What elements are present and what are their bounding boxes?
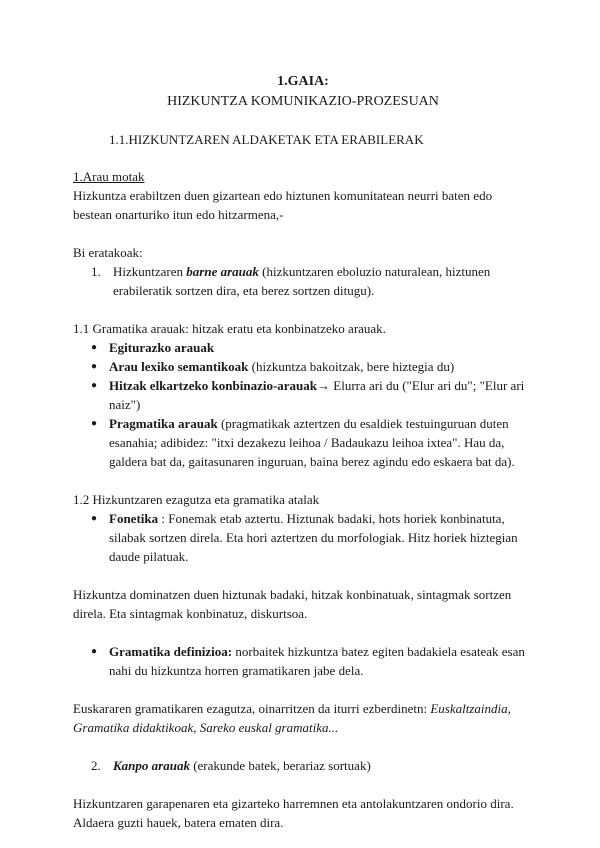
bullet-title: Egiturazko arauak	[109, 340, 215, 355]
text-run: Hizkuntzaren	[113, 264, 187, 279]
bullet-icon: ●	[91, 418, 98, 429]
euskara-paragraph	[73, 699, 533, 737]
list-item-kanpo-arauak	[73, 756, 533, 775]
bullet-title: Arau lexiko semantikoak	[109, 359, 249, 374]
bullet-title: Pragmatika arauak	[109, 416, 218, 431]
bullet-title: Fonetika	[109, 511, 159, 526]
definizioa-list	[73, 642, 533, 680]
bullet-title: Gramatika definizioa:	[109, 644, 233, 659]
bullet-text: → Elurra ari du ("Elur ari du"; "Elur ari naiz")	[109, 378, 525, 412]
bullet-icon: ●	[91, 513, 98, 524]
text-run: Euskararen gramatikaren ezagutza, oinarritzen da iturri ezberdinetn:	[73, 701, 431, 716]
bullet-icon: ●	[91, 361, 98, 372]
bullet-text: norbaitek hizkuntza batez egiten badakiela esateak esan nahi du hizkuntza horren gramatikaren jabe dela.	[109, 644, 525, 678]
gramatika-list	[73, 338, 533, 471]
list-item-barne-arauak	[73, 262, 533, 300]
list-text	[113, 756, 533, 775]
bullet-text: : Fonemak etab aztertu. Hiztunak badaki, hots horiek konbinatuta, silabak sortzen direla. Eta hori aztertzen du morfologiak. Hitz horiek hiztegian daude pilatuak.	[109, 511, 518, 564]
list-text	[113, 262, 533, 300]
emphasis: Kanpo arauak	[113, 758, 190, 773]
list-item	[73, 357, 533, 376]
arau-motak-heading: 1.Arau motak	[73, 169, 145, 184]
ezagutza-list	[73, 509, 533, 566]
list-item	[73, 509, 533, 566]
text-run: (erakunde batek, berariaz sortuak)	[189, 758, 371, 773]
closing-paragraph: Hizkuntzaren garapenaren eta gizarteko harremnen eta antolakuntzaren ondorio dira. Aldaera guzti hauek, batera ematen dira.	[73, 796, 514, 830]
bullet-text: (hizkuntza bakoitzak, bere hiztegia du)	[248, 359, 455, 374]
list-number: 2.	[91, 758, 101, 773]
bullet-icon: ●	[91, 646, 98, 657]
section-heading: 1.1.HIZKUNTZAREN ALDAKETAK ETA ERABILERAK	[109, 132, 424, 147]
list-item	[73, 376, 533, 414]
page-subtitle: HIZKUNTZA KOMUNIKAZIO-PROZESUAN	[167, 94, 439, 109]
bullet-title: Hitzak elkartzeko konbinazio-arauak	[109, 378, 318, 393]
page-title: 1.GAIA:	[277, 74, 329, 89]
ezagutza-heading: 1.2 Hizkuntzaren ezagutza eta gramatika atalak	[73, 492, 320, 507]
list-number: 1.	[91, 264, 101, 279]
document-page	[73, 72, 533, 832]
arau-motak-intro: Hizkuntza erabiltzen duen gizartean edo hiztunen komunitatean neurri baten edo bestean onarturiko itun edo hitzarmena,-	[73, 188, 493, 222]
list-item	[73, 642, 533, 680]
emphasis: barne arauak	[186, 264, 259, 279]
sources-italic: Euskaltzaindia, Gramatika didaktikoak, Sareko euskal gramatika...	[73, 701, 511, 735]
list-item	[73, 414, 533, 471]
gramatika-heading: 1.1 Gramatika arauak: hitzak eratu eta konbinatzeko arauak.	[73, 321, 386, 336]
bullet-icon: ●	[91, 342, 98, 353]
list-item	[73, 338, 533, 357]
bi-eratakoak: Bi eratakoak:	[73, 245, 143, 260]
bullet-icon: ●	[91, 380, 98, 391]
dominatzen-paragraph: Hizkuntza dominatzen duen hiztunak badaki, hitzak konbinatuak, sintagmak sortzen direla. Eta sintagmak konbinatuz, diskurtsoa.	[73, 587, 512, 621]
text-run: (hizkuntzaren eboluzio naturalean, hiztunen erabileratik sortzen dira, eta berez sortzen ditugu).	[113, 264, 491, 298]
bullet-text: (pragmatikak aztertzen du esaldiek testuinguruan duten esanahia; adibidez: "itxi dezakezu leihoa / Badaukazu leihoa ixtea". Hau da, galdera bat da, gaitasunaren inguruan, baina berez agindu edo eskaera bat da).	[109, 416, 515, 469]
